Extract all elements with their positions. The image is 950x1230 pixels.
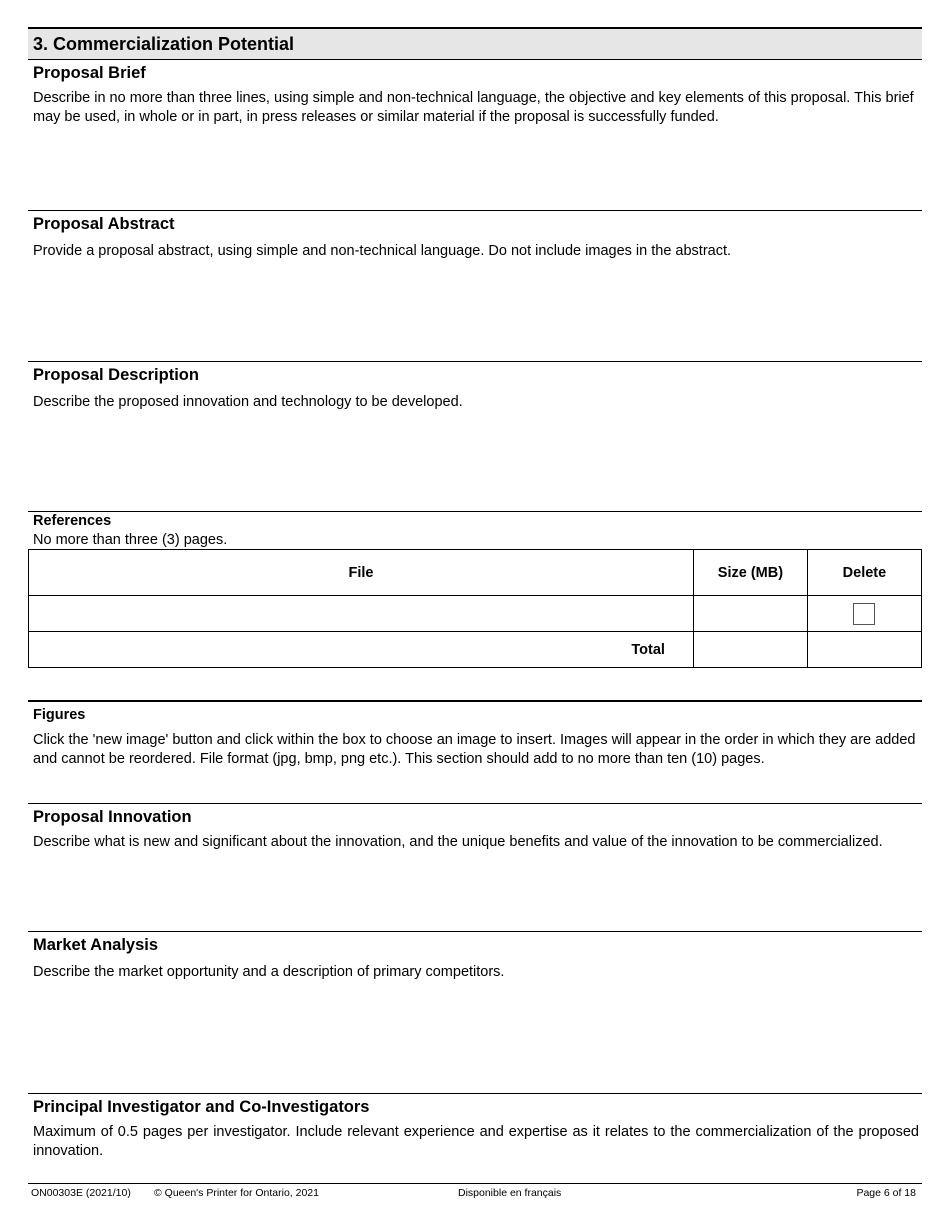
proposal-abstract-title: Proposal Abstract xyxy=(33,215,175,233)
total-label: Total xyxy=(29,632,694,668)
market-analysis-title: Market Analysis xyxy=(33,936,159,954)
proposal-abstract-section[interactable] xyxy=(28,210,922,361)
proposal-innovation-section[interactable] xyxy=(28,803,922,931)
total-empty-cell xyxy=(807,632,921,668)
delete-cell xyxy=(807,596,921,632)
references-table xyxy=(28,549,922,668)
total-row xyxy=(29,632,922,668)
investigators-title: Principal Investigator and Co-Investigators xyxy=(33,1098,370,1116)
proposal-brief-section[interactable] xyxy=(28,60,922,210)
proposal-brief-instructions: Describe in no more than three lines, using simple and non-technical language, the objective and key elements of this proposal. This brief may be used, in whole or in part, in press releases or similar material if the proposal is successfully funded. xyxy=(33,90,914,125)
figures-instructions: Click the 'new image' button and click within the box to choose an image to insert. Images will appear in the order in which they are added and cannot be reordered. File format (jpg, bmp, png etc.). This section should add to no more than ten (10) pages. xyxy=(33,732,916,767)
references-note: No more than three (3) pages. xyxy=(33,532,228,548)
delete-column-header: Delete xyxy=(807,550,921,596)
size-column-header: Size (MB) xyxy=(693,550,807,596)
page-footer xyxy=(28,1183,922,1203)
file-column-header: File xyxy=(29,550,694,596)
proposal-innovation-title: Proposal Innovation xyxy=(33,808,192,826)
figures-title: Figures xyxy=(33,707,86,723)
delete-checkbox[interactable] xyxy=(853,603,875,625)
size-cell xyxy=(693,596,807,632)
table-header-row xyxy=(29,550,922,596)
market-analysis-instructions: Describe the market opportunity and a description of primary competitors. xyxy=(33,964,505,980)
form-code: ON00303E (2021/10) xyxy=(31,1187,131,1199)
proposal-description-title: Proposal Description xyxy=(33,366,199,384)
proposal-brief-title: Proposal Brief xyxy=(33,64,146,82)
references-title: References xyxy=(33,513,112,529)
investigators-instructions: Maximum of 0.5 pages per investigator. Include relevant experience and expertise as it relates to the commercialization of the proposed innovation. xyxy=(33,1124,919,1159)
table-row xyxy=(29,596,922,632)
proposal-description-instructions: Describe the proposed innovation and technology to be developed. xyxy=(33,394,463,410)
total-size-cell xyxy=(693,632,807,668)
proposal-abstract-instructions: Provide a proposal abstract, using simple and non-technical language. Do not include images in the abstract. xyxy=(33,243,732,259)
proposal-description-section[interactable] xyxy=(28,361,922,511)
figures-section[interactable] xyxy=(28,700,922,803)
french-availability: Disponible en français xyxy=(458,1187,562,1199)
form-page xyxy=(28,27,922,1187)
proposal-innovation-instructions: Describe what is new and significant about the innovation, and the unique benefits and value of the innovation to be commercialized. xyxy=(33,834,883,850)
file-cell[interactable] xyxy=(29,596,694,632)
market-analysis-section[interactable] xyxy=(28,931,922,1093)
page-number: Page 6 of 18 xyxy=(856,1187,916,1199)
investigators-section[interactable] xyxy=(28,1093,922,1187)
references-section xyxy=(28,511,922,549)
section-title: 3. Commercialization Potential xyxy=(28,27,922,60)
copyright-notice: © Queen's Printer for Ontario, 2021 xyxy=(154,1187,319,1199)
